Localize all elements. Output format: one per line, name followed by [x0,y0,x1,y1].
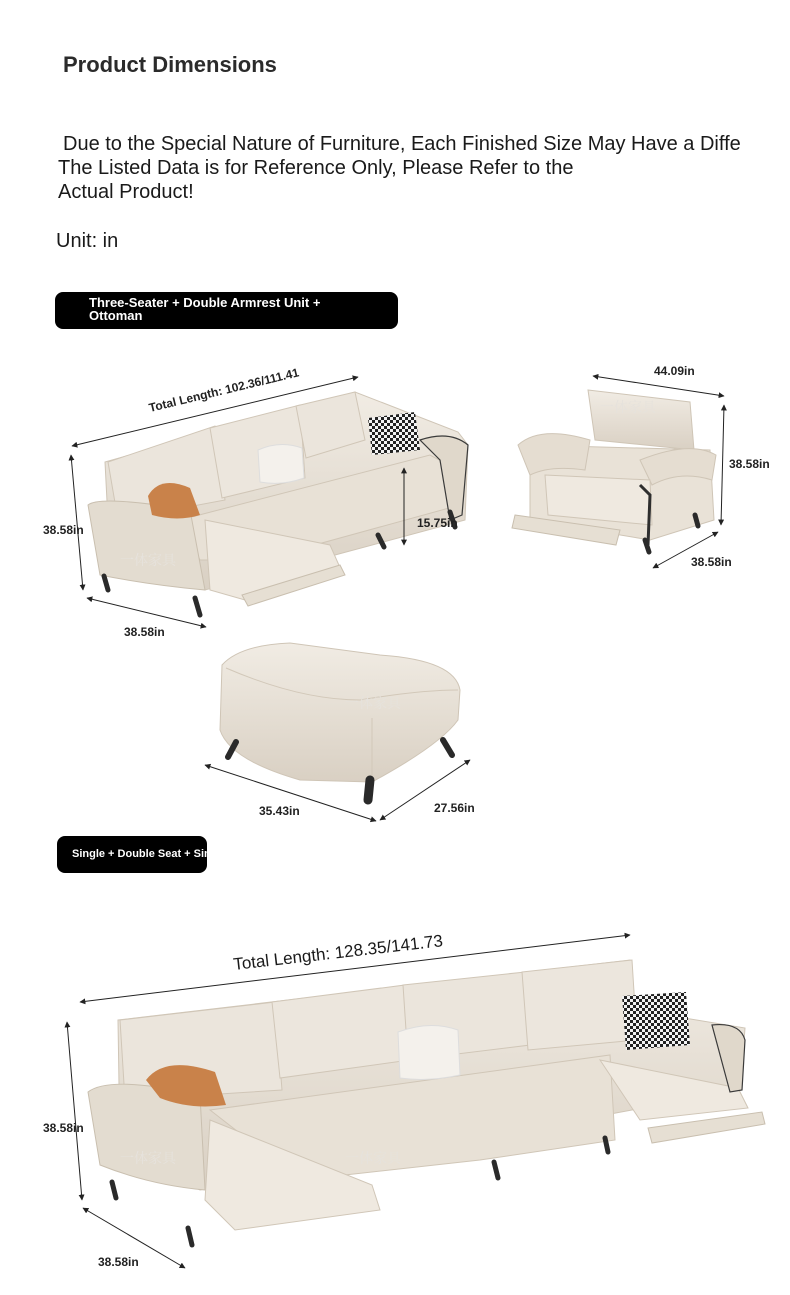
sofa2-total-length-label: Total Length: 128.35/141.73 [232,931,444,974]
sofa1-height-label: 38.58in [43,523,84,537]
sofa1-seat-height-label: 15.75in [417,516,458,530]
page-title: Product Dimensions [63,52,277,77]
section-label-line-2: Ottoman [89,308,143,323]
sofa2-depth-label: 38.58in [98,1255,139,1269]
chair-depth-label: 38.58in [691,555,732,569]
section-label-single-double [57,836,227,873]
section-label-text: Single + Double Seat + Single [72,848,227,860]
notice-line-2: The Listed Data is for Reference Only, Please Refer to the [58,157,574,179]
watermark-long-1: 一体家具 [120,1151,176,1167]
notice-line-3: Actual Product! [58,181,194,203]
unit-label: Unit: in [56,230,119,252]
ottoman-depth-label: 27.56in [434,801,475,815]
watermark: 一体家具 [120,553,176,569]
chair-width-label: 44.09in [654,364,695,378]
notice-line-1: Due to the Special Nature of Furniture, Each Finished Size May Have a Diffe [63,133,741,155]
sofa1-depth-label: 38.58in [124,625,165,639]
chair-height-label: 38.58in [729,457,770,471]
watermark-long-2: 一体家具 [345,1151,401,1167]
watermark-ottoman: 一体家具 [345,696,401,712]
sofa2-height-label: 38.58in [43,1121,84,1135]
sofa1-total-length-label: Total Length: 102.36/111.41 [147,365,301,415]
ottoman-illustration [220,643,460,800]
sofa-three-seater-illustration [88,392,468,615]
sofa-long-illustration [88,960,765,1245]
ottoman-width-label: 35.43in [259,804,300,818]
watermark-chair: 一体家具 [600,400,656,416]
armchair-illustration [512,390,716,552]
section-label-line-1: Three-Seater + Double Armrest Unit + [89,295,321,310]
